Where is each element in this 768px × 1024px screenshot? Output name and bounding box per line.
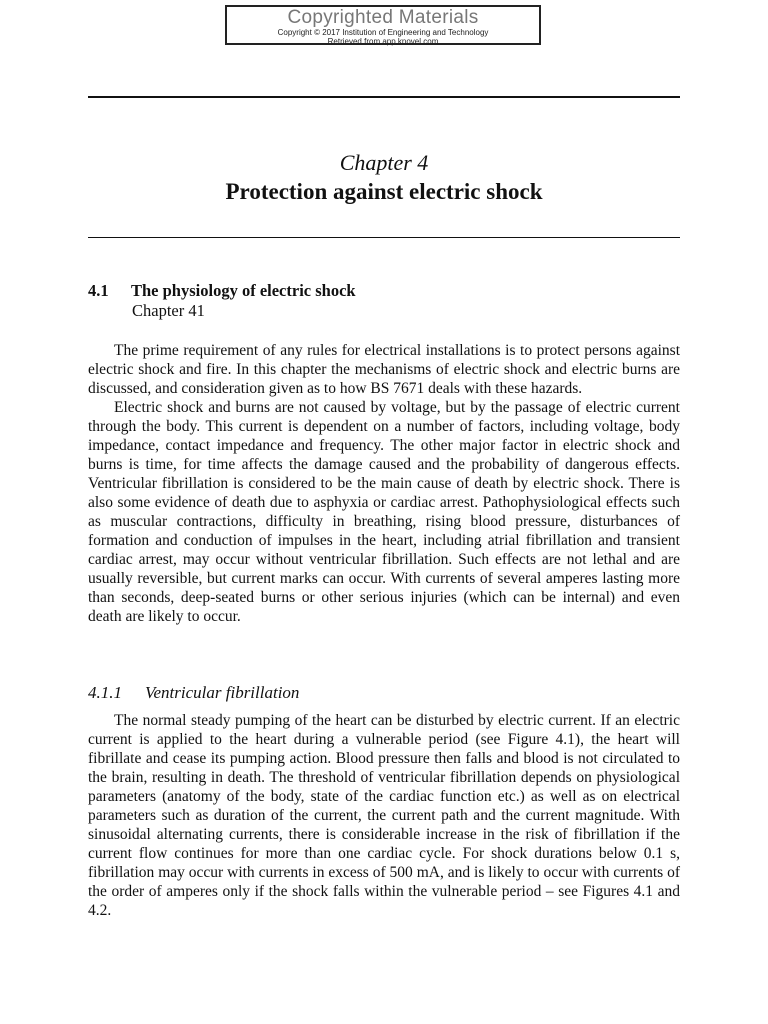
subsection-title: Ventricular fibrillation xyxy=(145,683,300,702)
subsection-number: 4.1.1 xyxy=(88,683,122,702)
section-body xyxy=(88,341,680,626)
subsection-heading xyxy=(88,683,299,703)
retrieval-source: Retrieved from app.knovel.com xyxy=(327,37,439,46)
chapter-top-rule xyxy=(88,96,680,98)
chapter-title: Protection against electric shock xyxy=(225,179,543,204)
copyright-notice: Copyright © 2017 Institution of Engineering and Technology xyxy=(277,28,489,37)
chapter-bottom-rule xyxy=(88,237,680,238)
section-reference: Chapter 41 xyxy=(132,301,205,320)
copyright-stamp xyxy=(225,5,541,45)
paragraph: The normal steady pumping of the heart can be disturbed by electric current. If an electric current is applied to the heart during a vulnerable period (see Figure 4.1), the heart will fibrillate and cease its pumping action. Blood pressure then falls and blood is not circulated to the brain, resulting in death. The threshold of ventricular fibrillation depends on physiological parameters (anatomy of the body, state of the cardiac function etc.) as well as on electrical parameters such as duration of the current, the current path and the current magnitude. With sinusoidal alternating currents, there is considerable increase in the risk of fibrillation if the current flow continues for more than one cardiac cycle. For shock durations below 0.1 s, fibrillation may occur with currents in excess of 500 mA, and is likely to occur with currents of the order of amperes only if the shock falls within the vulnerable period – see Figures 4.1 and 4.2. xyxy=(88,712,680,919)
section-heading xyxy=(88,281,356,301)
copyright-stamp-title: Copyrighted Materials xyxy=(287,7,479,28)
paragraph: Electric shock and burns are not caused by voltage, but by the passage of electric current through the body. This current is dependent on a number of factors, including voltage, body impedance, contact impedance and frequency. The other major factor in electric shock and burns is time, for time affects the damage caused and the probability of dangerous effects. Ventricular fibrillation is considered to be the main cause of death by electric shock. There is also some evidence of death due to asphyxia or cardiac arrest. Pathophysiological effects such as muscular contractions, difficulty in breathing, rising blood pressure, disturbances of formation and conduction of impulses in the heart, including atrial fibrillation and transient cardiac arrest, may occur without ventricular fibrillation. Such effects are not lethal and are usually reversible, but current marks can occur. With currents of several amperes lasting more than seconds, deep-seated burns or other serious injuries (which can be internal) and even death are likely to occur. xyxy=(88,399,680,625)
paragraph: The prime requirement of any rules for electrical installations is to protect persons against electric shock and fire. In this chapter the mechanisms of electric shock and electric burns are discussed, and consideration given as to how BS 7671 deals with these hazards. xyxy=(88,342,680,397)
subsection-body xyxy=(88,711,680,920)
section-title: The physiology of electric shock xyxy=(131,281,356,300)
section-number: 4.1 xyxy=(88,281,109,300)
chapter-label: Chapter 4 xyxy=(339,150,429,175)
